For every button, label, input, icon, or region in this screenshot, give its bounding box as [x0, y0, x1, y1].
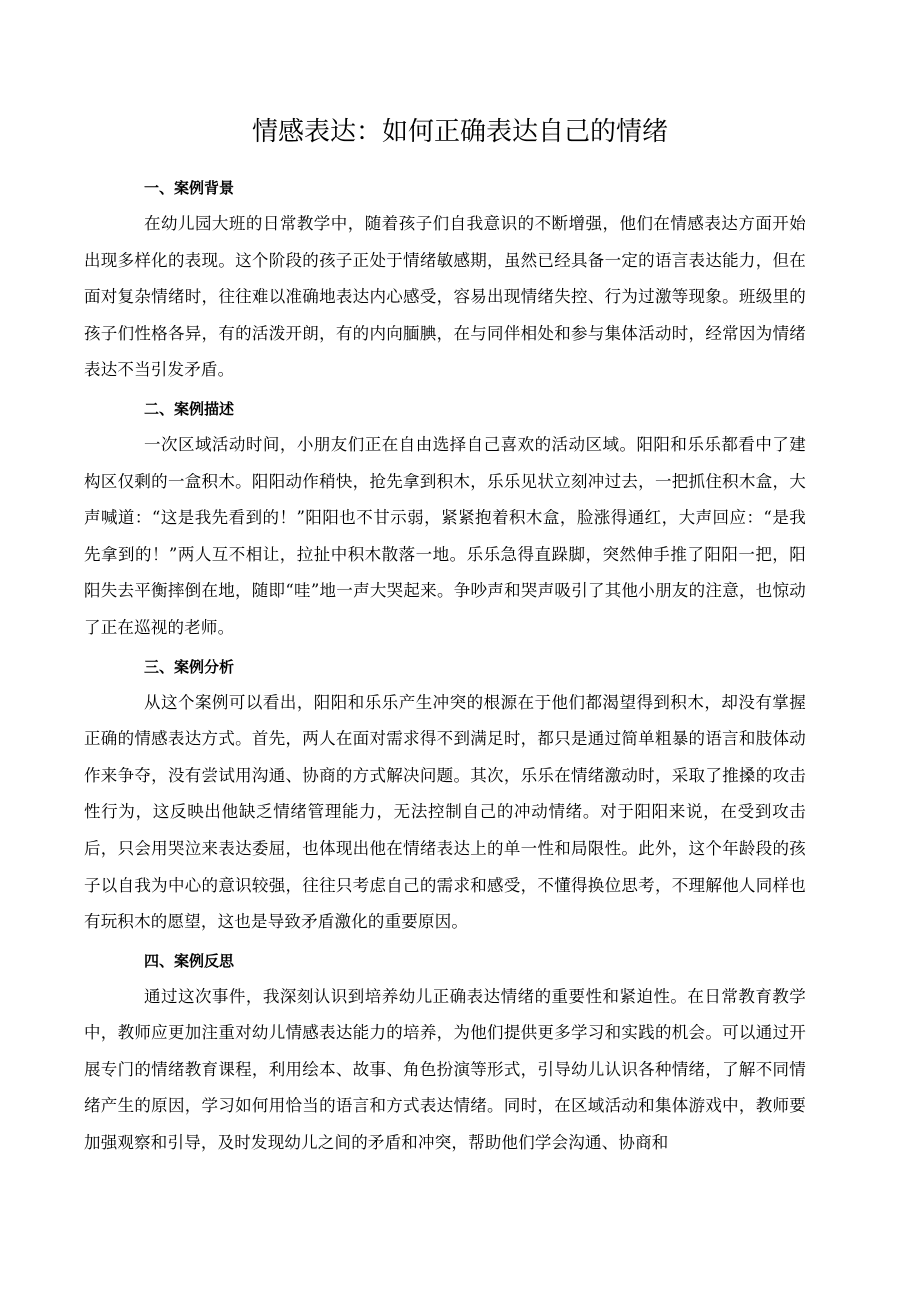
section-analysis: [84, 649, 806, 941]
section-heading: 三、案例分析: [144, 657, 235, 676]
section-paragraph: 通过这次事件，我深刻认识到培养幼儿正确表达情绪的重要性和紧迫性。在日常教育教学中，教师应更加注重对幼儿情感表达能力的培养，为他们提供更多学习和实践的机会。可以通过开展专门的情绪教育课程，利用绘本、故事、角色扮演等形式，引导幼儿认识各种情绪，了解不同情绪产生的原因，学习如何用恰当的语言和方式表达情绪。同时，在区域活动和集体游戏中，教师要加强观察和引导，及时发现幼儿之间的矛盾和冲突，帮助他们学会沟通、协商和: [84, 986, 806, 1153]
section-heading: 二、案例描述: [144, 399, 235, 418]
section-description: [84, 391, 806, 647]
section-paragraph: 在幼儿园大班的日常教学中，随着孩子们自我意识的不断增强，他们在情感表达方面开始出现多样化的表现。这个阶段的孩子正处于情绪敏感期，虽然已经具备一定的语言表达能力，但在面对复杂情绪时，往往难以准确地表达内心感受，容易出现情绪失控、行为过激等现象。班级里的孩子们性格各异，有的活泼开朗，有的内向腼腆，在与同伴相处和参与集体活动时，经常因为情绪表达不当引发矛盾。: [84, 214, 806, 380]
section-heading: 四、案例反思: [144, 951, 235, 970]
section-reflection: [84, 943, 806, 1162]
document-title: 情感表达：如何正确表达自己的情绪: [251, 117, 668, 147]
section-paragraph: 从这个案例可以看出，阳阳和乐乐产生冲突的根源在于他们都渴望得到积木，却没有掌握正确的情感表达方式。首先，两人在面对需求得不到满足时，都只是通过简单粗暴的语言和肢体动作来争夺，没有尝试用沟通、协商的方式解决问题。其次，乐乐在情绪激动时，采取了推搡的攻击性行为，这反映出他缺乏情绪管理能力，无法控制自己的冲动情绪。对于阳阳来说，在受到攻击后，只会用哭泣来表达委屈，也体现出他在情绪表达上的单一性和局限性。此外，这个年龄段的孩子以自我为中心的意识较强，往往只考虑自己的需求和感受，不懂得换位思考，不理解他人同样也有玩积木的愿望，这也是导致矛盾激化的重要原因。: [84, 692, 806, 932]
section-paragraph: 一次区域活动时间，小朋友们正在自由选择自己喜欢的活动区域。阳阳和乐乐都看中了建构区仅剩的一盒积木。阳阳动作稍快，抢先拿到积木，乐乐见状立刻冲过去，一把抓住积木盒，大声喊道：“这是我先看到的！”阳阳也不甘示弱，紧紧抱着积木盒，脸涨得通红，大声回应：“是我先拿到的！”两人互不相让，拉扯中积木散落一地。乐乐急得直跺脚，突然伸手推了阳阳一把，阳阳失去平衡摔倒在地，随即“哇”地一声大哭起来。争吵声和哭声吸引了其他小朋友的注意，也惊动了正在巡视的老师。: [84, 434, 806, 637]
document-body: [84, 170, 806, 1162]
section-background: [84, 170, 806, 389]
section-heading: 一、案例背景: [144, 179, 235, 197]
